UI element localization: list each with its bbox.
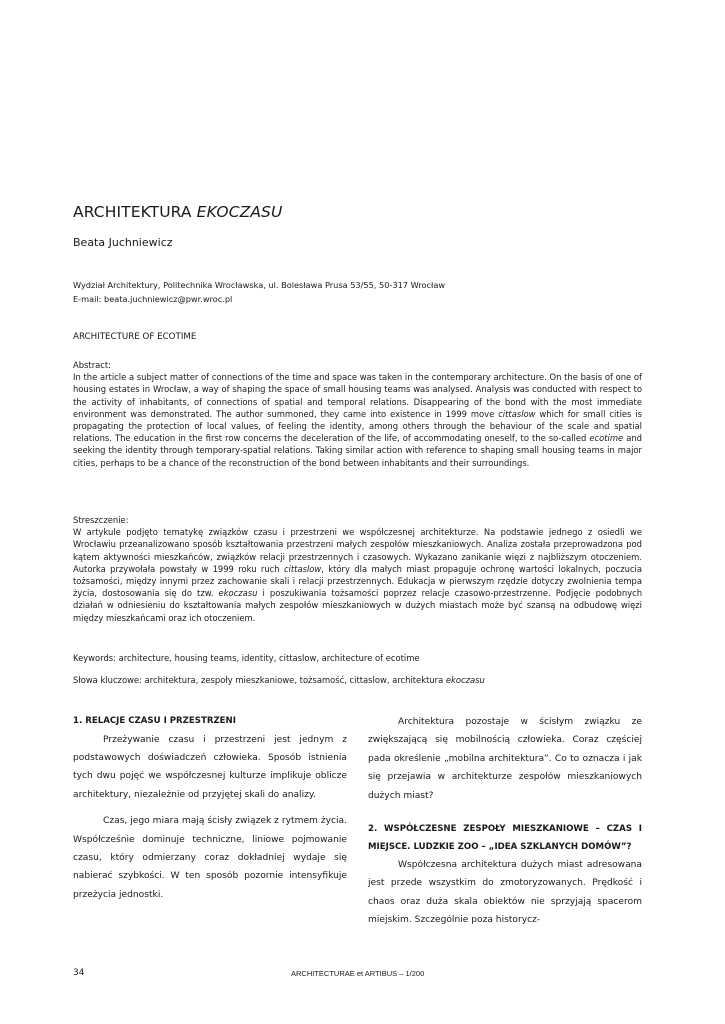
slowa-kluczowe-italic: ekoczasu — [445, 675, 485, 685]
streszczenie-text-part: , który dla małych miast propaguje ochronę wartości lokalnych, poczucia tożsamości, między innymi przez zachowanie skali i relacji przestrzennych. Edukacja w pierwszym rzędzie dotyczy zwolnienia tempa życia, dostosowania się do tzw. — [73, 563, 643, 599]
slowa-kluczowe — [73, 675, 485, 685]
journal-footer: ARCHITECTURAE et ARTIBUS – 1/200 — [291, 969, 425, 978]
right-column — [368, 713, 642, 930]
streszczenie-text-part: i poszukiwania tożsamości poprzez relacje czasowo-przestrzenne. Podjęcie podobnych działań w odniesieniu do kształtowania małych zespołów mieszkaniowych w dużych miastach może być szansą na odbudowę więzi między mieszkańcami oraz ich otoczeniem. — [73, 588, 642, 623]
affiliation-block — [73, 278, 445, 306]
abstract-text-part: and seeking the identity through temporary-spatial relations. Taking similar action with reference to shaping small housing teams in major cities, perhaps to be a chance of the reconstruction of the bond between inhabitants and their surroundings. — [73, 433, 642, 468]
slowa-kluczowe-text: architektura, zespoły mieszkaniowe, tożsamość, cittaslow, architektura — [144, 675, 446, 685]
slowa-kluczowe-label: Słowa kluczowe: — [73, 675, 142, 685]
abstract-text-part: In the article a subject matter of connections of the time and space was taken in the contemporary architecture. On the basis of one of housing estates in Wrocław, a way of shaping the space of small housing teams was analysed. Analysis was conducted with respect to the activity of inhabitants, of connections of spatial and temporal relations. Disappearing of the bond with the most immediate environment was demonstrated. The author summoned, they came into existence in 1999 move — [73, 372, 642, 419]
section-1-paragraph-1: Przeżywanie czasu i przestrzeni jest jednym z podstawowych doświadczeń człowieka. Sposób istnienia tych dwu pojęć we współczesnej kulturze implikuje oblicze architektury, niezależnie od przyjętej skali do analizy. — [73, 734, 347, 800]
abstract-text — [73, 372, 642, 467]
english-title: ARCHITECTURE OF ECOTIME — [73, 332, 197, 342]
article-title-main: ARCHITEKTURA — [73, 203, 192, 221]
section-1-paragraph-2: Czas, jego miara mają ścisły związek z rytmem życia. Współcześnie dominuje techniczne, liniowe pojmowanie czasu, który odmierzany coraz dokładniej wydaje się nabierać szybkości. W ten sposób pozornie intensyfikuje przeżycia jednostki. — [73, 816, 347, 900]
keywords-text: architecture, housing teams, identity, cittaslow, architecture of ecotime — [118, 653, 420, 663]
section-1-heading: 1. RELACJE CZASU I PRZESTRZENI — [73, 716, 236, 726]
section-2-paragraph: Współczesna architektura dużych miast adresowana jest przede wszystkim do zmotoryzowanych. Prędkość i chaos oraz duża skala obiektów nie sprzyjają spacerom miejskim. Szczególnie poza historycz- — [368, 860, 642, 926]
author-name: Beata Juchniewicz — [73, 236, 173, 249]
streszczenie-italic-term: ekoczasu — [218, 588, 258, 599]
abstract-italic-term: ecotime — [589, 433, 624, 444]
left-column — [73, 713, 347, 904]
streszczenie-text — [73, 527, 642, 622]
article-title-italic: EKOCZASU — [196, 203, 283, 221]
section-2-heading: 2. WSPÓŁCZESNE ZESPOŁY MIESZKANIOWE – CZAS I MIEJSCE. LUDZKIE ZOO – „IDEA SZKLANYCH DOMÓW”? — [368, 824, 642, 852]
page-number: 34 — [73, 968, 85, 978]
abstract-label: Abstract: — [73, 360, 111, 370]
email: E-mail: beata.juchniewicz@pwr.wroc.pl — [73, 294, 233, 304]
keywords-label: Keywords: — [73, 653, 116, 663]
abstract-italic-term: cittaslow — [498, 408, 536, 419]
article-title — [73, 203, 663, 221]
keywords — [73, 653, 420, 663]
right-column-paragraph: Architektura pozostaje w ścisłym związku ze zwiększającą się mobilnością człowieka. Coraz częściej pada określenie „mobilna architektura”. Co to oznacza i jak się przejawia w architekturze zespołów mieszkaniowych dużych miast? — [368, 717, 642, 801]
abstract — [73, 359, 642, 469]
abstract-text-part: which for small cities is propagating the protection of local values, of feeling the identity, among others through the behaviour of the scale and spatial relations. The education in the first row concerns the deceleration of the life, of accommodating oneself, to the so-called — [73, 408, 643, 444]
streszczenie-label: Streszczenie: — [73, 515, 129, 525]
affiliation: Wydział Architektury, Politechnika Wrocławska, ul. Bolesława Prusa 53/55, 50-317 Wrocław — [73, 280, 446, 290]
streszczenie-italic-term: cittaslow — [283, 563, 322, 574]
streszczenie-text-part: W artykule podjęto tematykę związków czasu i przestrzeni we współczesnej architekturze. Na podstawie jednego z osiedli we Wrocławiu przeanalizowano sposób kształtowania przestrzeni małych zespołów mieszkaniowych. Analiza została przeprowadzona pod kątem aktywności mieszkańców, związków relacji przestrzennych i czasowych. Wykazano zanikanie więzi z najbliższym otoczeniem. Autorka przywołała powstały w 1999 roku ruch — [73, 527, 642, 574]
streszczenie — [73, 514, 642, 624]
